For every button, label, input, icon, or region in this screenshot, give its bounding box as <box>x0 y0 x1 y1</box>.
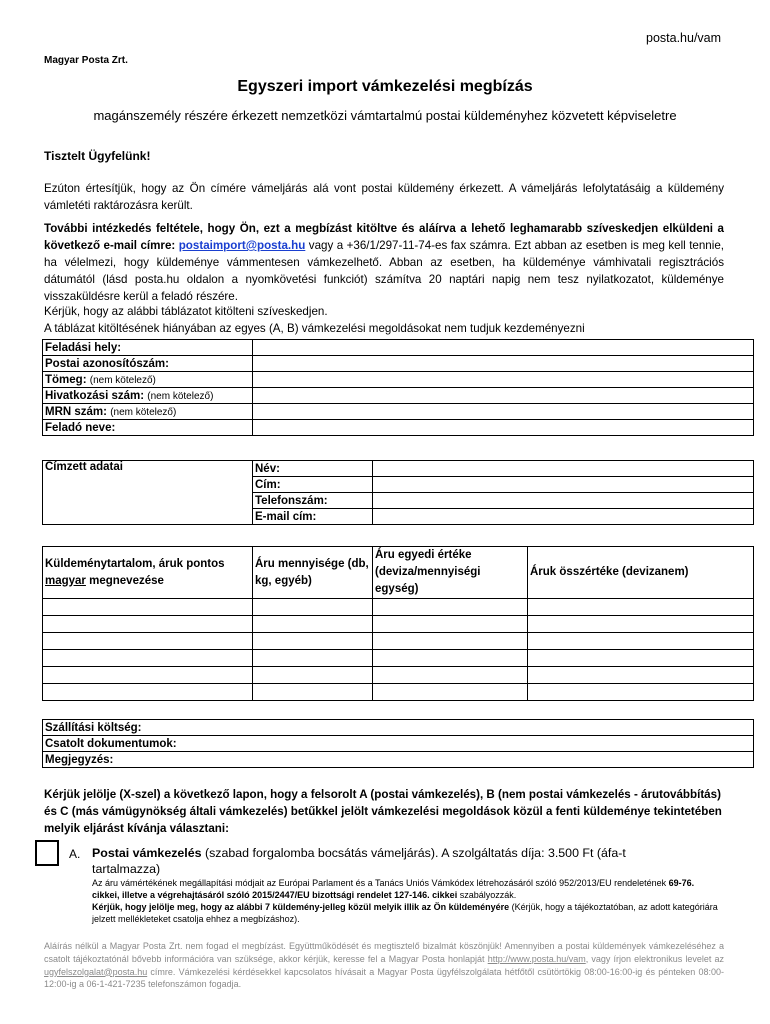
field-label: Postai azonosítószám: <box>45 357 169 370</box>
sender-table <box>42 339 754 436</box>
goods-cell[interactable] <box>43 599 253 616</box>
goods-cell[interactable] <box>43 633 253 650</box>
table-row <box>43 461 754 477</box>
intro-paragraph: Ezúton értesítjük, hogy az Ön címére vámeljárás alá vont postai küldemény érkezett. A vámeljárás lefolytatásáig a küldemény vámletéti raktározásra került. <box>44 182 724 212</box>
choice-instruction: Kérjük jelölje (X-szel) a következő lapon, hogy a felsorolt A (postai vámkezelés), B (nem postai vámkezelés - árutovábbítás) és C (más vámügynökség általi vámkezelés) betűkkel jelölt vámkezelési megoldások közül a fenti küldeménye tekintetében melyik eljárást kívánja választani: <box>44 788 722 835</box>
bold-requirement: További intézkedés feltétele, hogy Ön, ezt a megbízást kitöltve és aláírva a lehető leghamarabb szíveskedjen elküldeni a következő e-mail címre: <box>44 222 724 252</box>
support-email-link[interactable]: ugyfelszolgalat@posta.hu <box>44 966 148 977</box>
table-row <box>43 667 754 684</box>
goods-cell[interactable] <box>528 650 754 667</box>
goods-cell[interactable] <box>43 684 253 701</box>
table-row <box>43 404 754 420</box>
extra-info-table <box>42 719 754 768</box>
attached-documents-label: Csatolt dokumentumok: <box>43 736 253 752</box>
goods-table <box>42 546 754 701</box>
attached-documents-input[interactable] <box>252 736 754 752</box>
goods-cell[interactable] <box>373 616 528 633</box>
goods-description-header: Küldeménytartalom, áruk pontos magyar megnevezése <box>43 547 253 599</box>
goods-cell[interactable] <box>373 599 528 616</box>
fill-request-line: Kérjük, hogy az alábbi táblázatot kitölteni szíveskedjen. <box>44 305 328 318</box>
optional-note: (nem kötelező) <box>147 390 214 402</box>
recipient-email-input[interactable] <box>373 509 754 525</box>
table-row <box>43 340 754 356</box>
table-row <box>43 650 754 667</box>
goods-cell[interactable] <box>528 616 754 633</box>
header-url: posta.hu/vam <box>646 31 722 45</box>
page-title: Egyszeri import vámkezelési megbízás <box>237 78 533 95</box>
table-row <box>43 752 754 768</box>
fill-warning-line: A táblázat kitöltésének hiányában az egyes (A, B) vámkezelési megoldásokat nem tudjuk kezdeményezni <box>44 322 585 335</box>
sender-name-input[interactable] <box>253 420 754 436</box>
goods-cell[interactable] <box>373 650 528 667</box>
table-row <box>43 372 754 388</box>
recipient-label: Címzett adatai <box>43 461 253 525</box>
goods-cell[interactable] <box>373 667 528 684</box>
goods-cell[interactable] <box>528 599 754 616</box>
goods-cell[interactable] <box>43 667 253 684</box>
footer-note: Aláírás nélkül a Magyar Posta Zrt. nem fogad el megbízást. Együttműködését és megtisztelő bizalmát köszönjük! Amennyiben a postai küldemények vámkezeléséhez a csatolt tájékoztatónál bővebb információra van szüksége, akkor kérjük, keresse fel a Magyar Posta honlapját http://www.posta.hu/vam, vagy írjon elektronikus levelet az ugyfelszolgalat@posta.hu címre. Vámkezelési kérdésekkel kapcsolatos hívásait a Magyar Posta ügyfélszolgálata hétfőtől csütörtökig 08:00-16:00-ig és pénteken 08:00-12:00-ig a 06-1-421-7235 telefonszámon fogadja. <box>44 941 724 990</box>
weight-input[interactable] <box>253 372 754 388</box>
field-label: Tömeg: <box>45 373 87 386</box>
goods-cell[interactable] <box>253 633 373 650</box>
goods-cell[interactable] <box>373 684 528 701</box>
table-header-row <box>43 547 754 599</box>
shipping-cost-label: Szállítási költség: <box>43 720 253 736</box>
table-row <box>43 420 754 436</box>
table-row <box>43 736 754 752</box>
reference-input[interactable] <box>253 388 754 404</box>
goods-cell[interactable] <box>373 633 528 650</box>
company-name: Magyar Posta Zrt. <box>44 55 128 66</box>
mrn-input[interactable] <box>253 404 754 420</box>
shipping-cost-input[interactable] <box>252 720 754 736</box>
field-label: Cím: <box>253 477 373 493</box>
recipient-phone-input[interactable] <box>373 493 754 509</box>
instruction-paragraph <box>44 220 724 305</box>
optional-note: (nem kötelező) <box>89 374 156 386</box>
field-label: E-mail cím: <box>253 509 373 525</box>
goods-cell[interactable] <box>528 667 754 684</box>
goods-cell[interactable] <box>253 667 373 684</box>
goods-cell[interactable] <box>43 650 253 667</box>
option-a-checkbox[interactable] <box>35 840 59 866</box>
table-row <box>43 356 754 372</box>
option-a-title: Postai vámkezelés <box>92 846 202 860</box>
field-label: Feladási hely: <box>45 341 122 354</box>
table-row <box>43 388 754 404</box>
sender-place-input[interactable] <box>253 340 754 356</box>
optional-note: (nem kötelező) <box>110 406 177 418</box>
option-a-text <box>92 845 672 877</box>
goods-cell[interactable] <box>528 684 754 701</box>
field-label: Telefonszám: <box>253 493 373 509</box>
field-label: Név: <box>253 461 373 477</box>
table-row <box>43 633 754 650</box>
remarks-label: Megjegyzés: <box>43 752 253 768</box>
remarks-input[interactable] <box>252 752 754 768</box>
goods-cell[interactable] <box>253 650 373 667</box>
unit-value-header: Áru egyedi értéke (deviza/mennyiségi egység) <box>373 547 528 599</box>
postal-id-input[interactable] <box>253 356 754 372</box>
table-row <box>43 720 754 736</box>
goods-cell[interactable] <box>43 616 253 633</box>
recipient-table <box>42 460 754 525</box>
total-value-header: Áruk összértéke (devizanem) <box>528 547 754 599</box>
goods-cell[interactable] <box>253 684 373 701</box>
goods-cell[interactable] <box>253 616 373 633</box>
quantity-header: Áru mennyisége (db, kg, egyéb) <box>253 547 373 599</box>
recipient-name-input[interactable] <box>373 461 754 477</box>
table-row <box>43 684 754 701</box>
field-label: MRN szám: <box>45 405 107 418</box>
page-subtitle: magánszemély részére érkezett nemzetközi vámtartalmú postai küldeményhez közvetett képviseletre <box>93 108 677 123</box>
field-label: Hivatkozási szám: <box>45 389 145 402</box>
goods-cell[interactable] <box>253 599 373 616</box>
option-a-description: (szabad forgalomba bocsátás vámeljárás). A szolgáltatás díja: 3.500 Ft (áfa-t tartalmazza) <box>92 846 626 876</box>
email-link[interactable]: postaimport@posta.hu <box>178 239 306 252</box>
field-label: Feladó neve: <box>45 421 116 434</box>
website-link[interactable]: http://www.posta.hu/vam <box>487 953 586 964</box>
table-row <box>43 616 754 633</box>
greeting: Tisztelt Ügyfelünk! <box>44 149 151 163</box>
goods-cell[interactable] <box>528 633 754 650</box>
paragraph-rest: vagy a +36/1/297-11-74-es fax számra. Ezt abban az esetben is meg kell tennie, ha vélelmezi, hogy küldeménye vámmentesen vámkezelhető. Abban az esetben, ha küldeménye vámhivatali regisztrációs dátumától (lásd posta.hu oldalon a nyomkövetési funkciót) számítva 20 naptári napig nem tesz nyilatkozatot, küldeménye visszaküldésre kerül a feladó részére. <box>44 239 724 303</box>
recipient-address-input[interactable] <box>373 477 754 493</box>
option-a-letter: A. <box>69 847 81 861</box>
table-row <box>43 599 754 616</box>
option-a-details: Az áru vámértékének megállapítási módjait az Európai Parlament és a Tanács Uniós Vámkódex létrehozásáról szóló 952/2013/EU rendeletének 69-76. cikkei, illetve a végrehajtásáról szóló 2015/2447/EU bizottsági rendelet 127-146. cikkei szabályozzák. Kérjük, hogy jelölje meg, hogy az alábbi 7 küldemény-jelleg közül melyik illik az Ön küldeményére (Kérjük, hogy a tájékoztatóban, az adott kategóriára jelzett mellékleteket csatolja ehhez a megbízáshoz). <box>92 878 718 924</box>
